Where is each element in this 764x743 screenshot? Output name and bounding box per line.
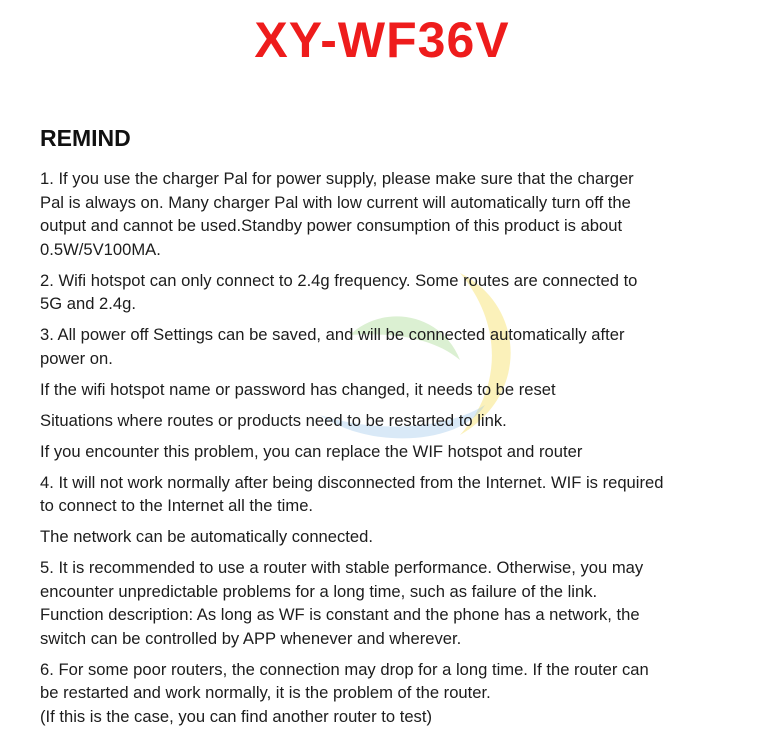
product-model-title: XY-WF36V <box>254 12 510 68</box>
remind-body <box>40 167 716 736</box>
note-password-changed: If the wifi hotspot name or password has changed, it needs to be reset <box>40 379 556 399</box>
note-poor-routers: 6. For some poor routers, the connection may drop for a long time. If the router can be restarted and work normally, it is the problem of the router. (If this is the case, you can find another router to test) <box>40 659 649 726</box>
note-internet-required: 4. It will not work normally after being disconnected from the Internet. WIF is required to connect to the Internet all the time. <box>40 472 664 515</box>
note-auto-connect: The network can be automatically connected. <box>40 527 373 546</box>
note-power-off-settings: 3. All power off Settings can be saved, and will be connected automatically after power on. <box>40 325 625 368</box>
note-restart-situations: Situations where routes or products need to be restarted to link. <box>40 410 507 430</box>
note-wifi-frequency: 2. Wifi hotspot can only connect to 2.4g frequency. Some routes are connected to 5G and 2.4g. <box>40 270 638 313</box>
note-stable-router: 5. It is recommended to use a router with stable performance. Otherwise, you may encounter unpredictable problems for a long time, such as failure of the link. Function description: As long as WF is constant and the phone has a network, the switch can be controlled by APP whenever and wherever. <box>40 558 644 648</box>
remind-heading: REMIND <box>40 125 131 151</box>
note-replace-hotspot: If you encounter this problem, you can replace the WIF hotspot and router <box>40 441 583 461</box>
note-power-supply: 1. If you use the charger Pal for power supply, please make sure that the charger Pal is always on. Many charger Pal with low current will automatically turn off the output and cannot be used.Standby power consumption of this product is about 0.5W/5V100MA. <box>40 169 634 259</box>
